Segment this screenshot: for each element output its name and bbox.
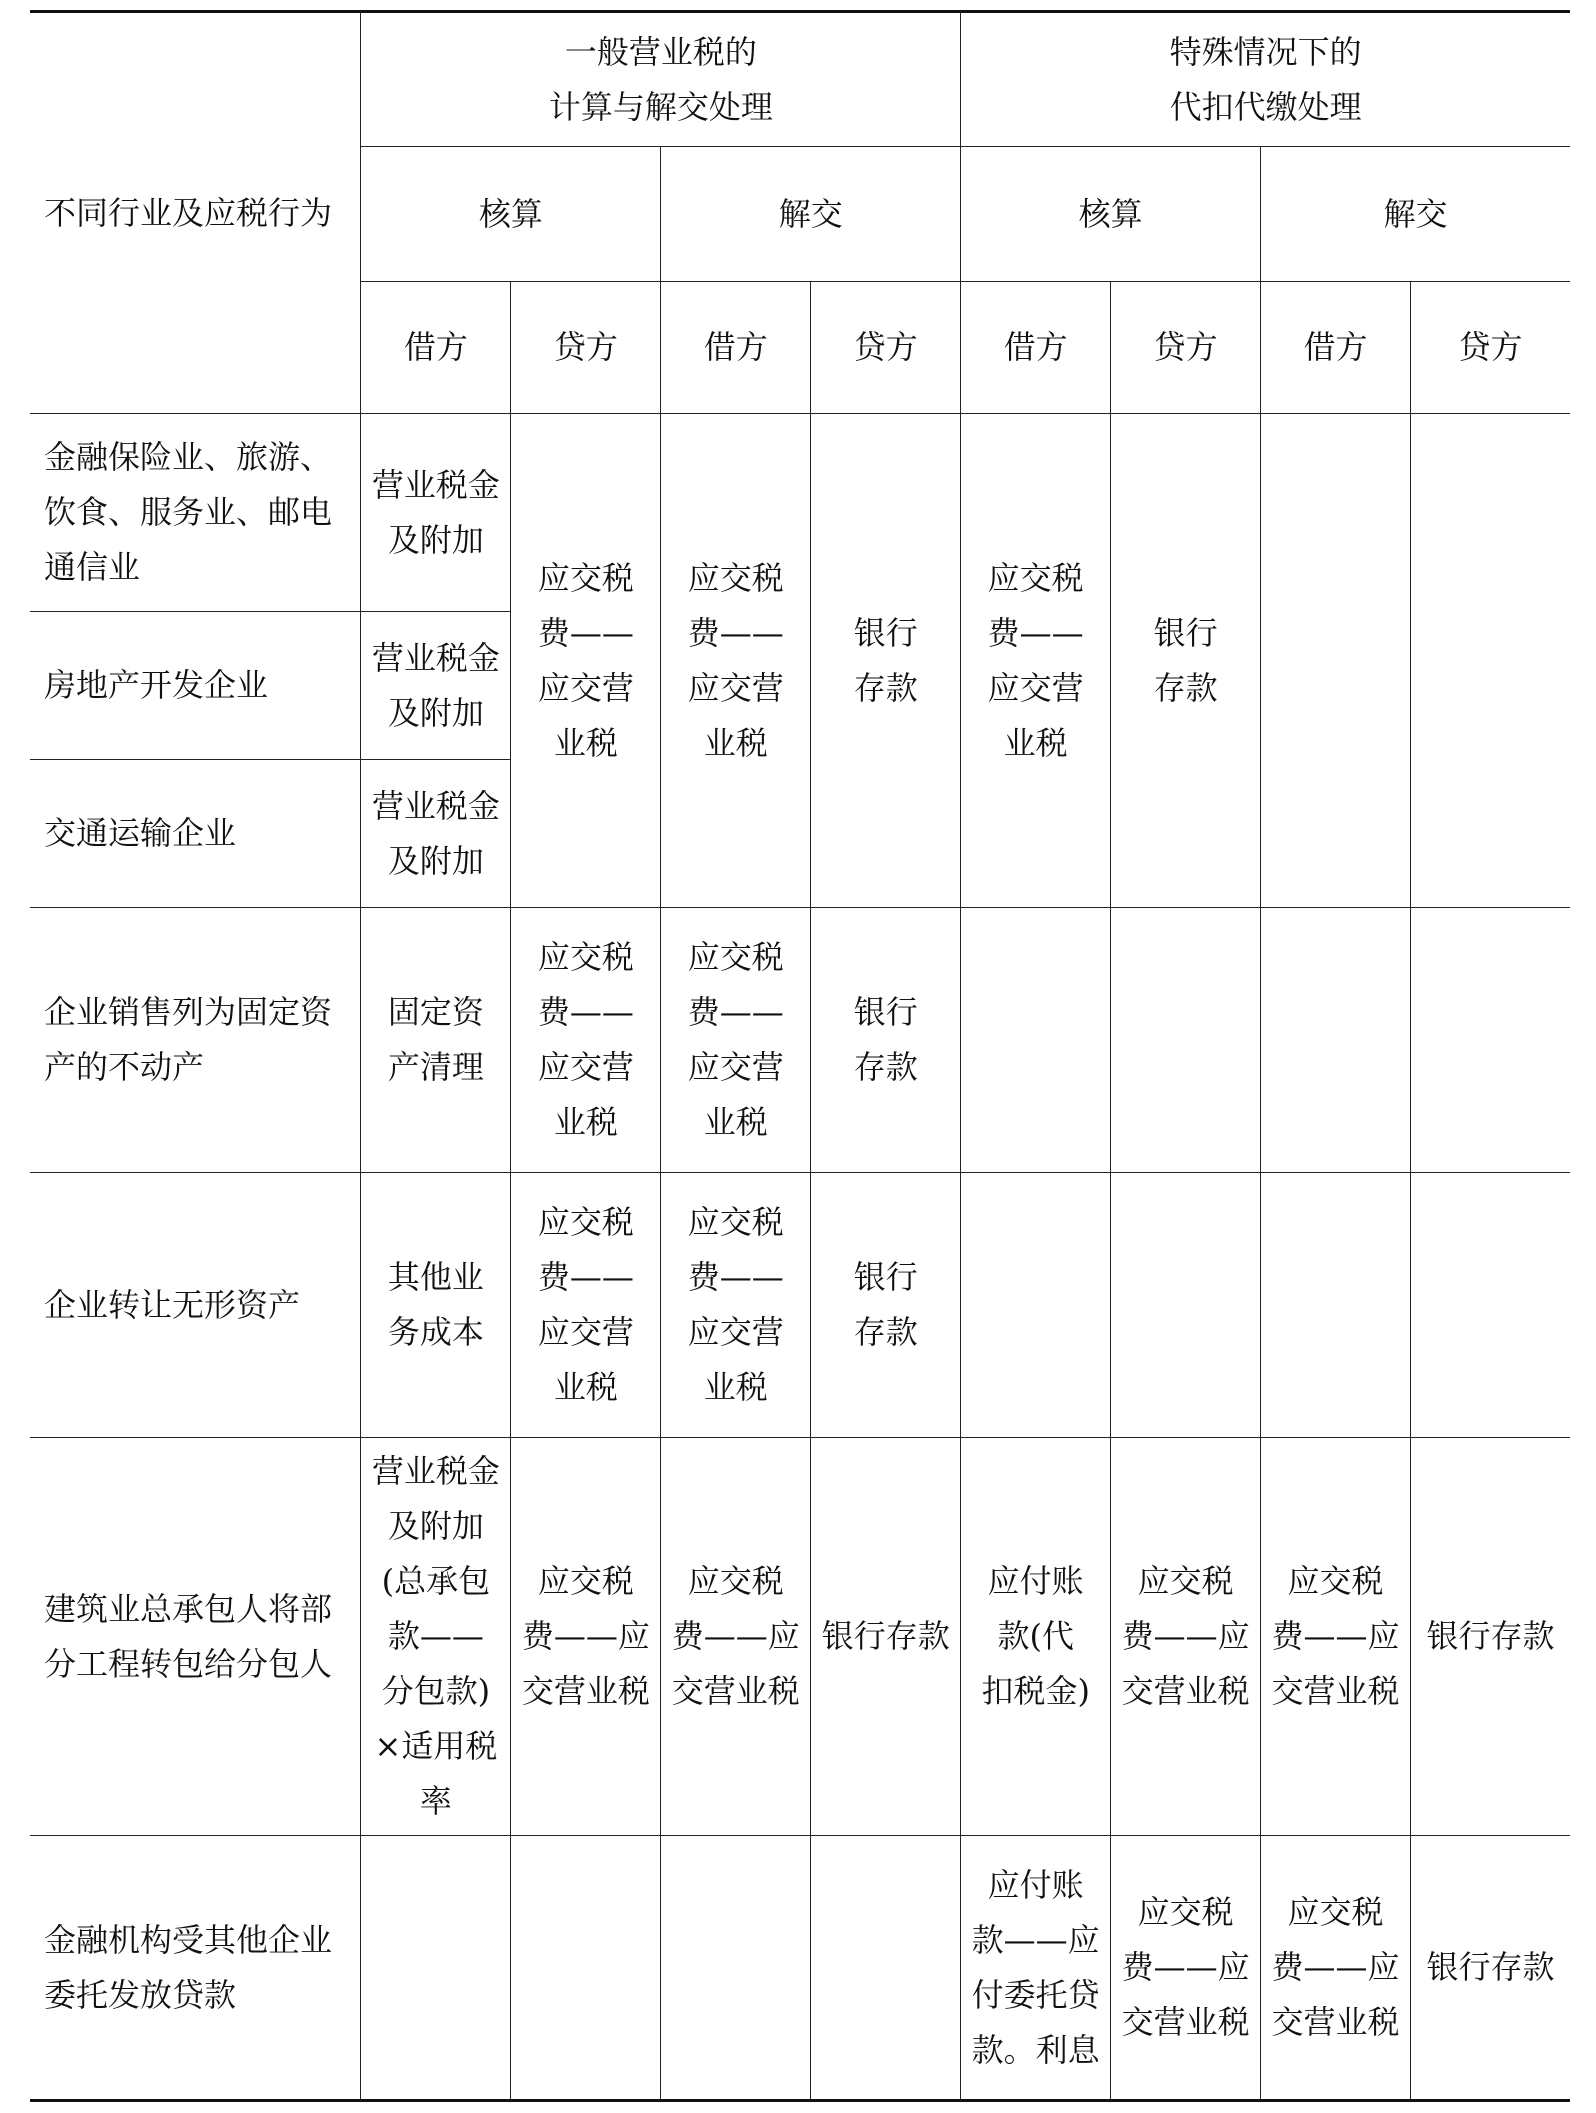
cell-special-remit-credit: 银行存款 [1411, 1836, 1570, 2101]
cell-special-accounting-debit: 应交税 费—— 应交营 业税 [961, 414, 1111, 908]
table-row [30, 908, 1570, 1173]
header-debit: 借方 [961, 282, 1111, 414]
row-label: 企业转让无形资产 [30, 1173, 361, 1438]
cell-general-remit-debit: 应交税 费—— 应交营 业税 [661, 908, 811, 1173]
cell-special-accounting-debit: 应付账 款——应 付委托贷 款。利息 [961, 1836, 1111, 2101]
cell-special-accounting-debit: 应付账 款(代 扣税金) [961, 1438, 1111, 1836]
row-label: 金融保险业、旅游、饮食、服务业、邮电通信业 [30, 414, 361, 612]
header-debit: 借方 [361, 282, 511, 414]
cell-general-accounting-debit [361, 1836, 511, 2101]
header-group-special: 特殊情况下的 代扣代缴处理 [961, 12, 1570, 147]
cell-special-accounting-credit: 应交税 费——应 交营业税 [1111, 1438, 1261, 1836]
row-label: 金融机构受其他企业委托发放贷款 [30, 1836, 361, 2101]
table-row [30, 414, 1570, 612]
cell-general-remit-debit: 应交税 费——应 交营业税 [661, 1438, 811, 1836]
header-group-general: 一般营业税的 计算与解交处理 [361, 12, 961, 147]
row-label: 房地产开发企业 [30, 612, 361, 760]
cell-special-accounting-credit [1111, 908, 1261, 1173]
cell-special-remit-debit [1261, 414, 1411, 908]
cell-general-accounting-debit: 固定资 产清理 [361, 908, 511, 1173]
table-row [30, 1836, 1570, 2101]
cell-general-accounting-credit [511, 1836, 661, 2101]
cell-special-remit-debit [1261, 908, 1411, 1173]
cell-general-remit-debit [661, 1836, 811, 2101]
cell-special-accounting-debit [961, 908, 1111, 1173]
header-general-accounting: 核算 [361, 147, 661, 282]
header-special-remit: 解交 [1261, 147, 1570, 282]
tax-treatment-table [30, 10, 1570, 2102]
cell-general-remit-credit: 银行存款 [811, 1438, 961, 1836]
header-credit: 贷方 [511, 282, 661, 414]
cell-special-accounting-credit [1111, 1173, 1261, 1438]
cell-general-remit-debit: 应交税 费—— 应交营 业税 [661, 414, 811, 908]
cell-special-remit-credit [1411, 1173, 1570, 1438]
cell-general-accounting-debit: 营业税金 及附加 [361, 612, 511, 760]
cell-general-accounting-credit: 应交税 费—— 应交营 业税 [511, 908, 661, 1173]
cell-general-accounting-debit: 营业税金 及附加 [361, 414, 511, 612]
cell-general-remit-credit [811, 1836, 961, 2101]
cell-special-accounting-debit [961, 1173, 1111, 1438]
cell-special-accounting-credit: 银行 存款 [1111, 414, 1261, 908]
header-row-label: 不同行业及应税行为 [30, 12, 361, 414]
cell-general-remit-credit: 银行 存款 [811, 908, 961, 1173]
cell-general-accounting-credit: 应交税 费—— 应交营 业税 [511, 414, 661, 908]
header-debit: 借方 [661, 282, 811, 414]
row-label: 企业销售列为固定资产的不动产 [30, 908, 361, 1173]
cell-general-remit-credit: 银行 存款 [811, 1173, 961, 1438]
cell-special-remit-debit: 应交税 费——应 交营业税 [1261, 1438, 1411, 1836]
cell-general-remit-credit: 银行 存款 [811, 414, 961, 908]
cell-special-remit-debit: 应交税 费——应 交营业税 [1261, 1836, 1411, 2101]
cell-special-remit-credit [1411, 908, 1570, 1173]
cell-general-accounting-credit: 应交税 费——应 交营业税 [511, 1438, 661, 1836]
header-debit: 借方 [1261, 282, 1411, 414]
row-label: 建筑业总承包人将部分工程转包给分包人 [30, 1438, 361, 1836]
cell-special-remit-credit: 银行存款 [1411, 1438, 1570, 1836]
cell-special-remit-credit [1411, 414, 1570, 908]
row-label: 交通运输企业 [30, 760, 361, 908]
table-row [30, 1438, 1570, 1836]
header-special-accounting: 核算 [961, 147, 1261, 282]
cell-special-remit-debit [1261, 1173, 1411, 1438]
cell-general-remit-debit: 应交税 费—— 应交营 业税 [661, 1173, 811, 1438]
header-credit: 贷方 [1111, 282, 1261, 414]
cell-general-accounting-debit: 营业税金 及附加 [361, 760, 511, 908]
header-credit: 贷方 [811, 282, 961, 414]
header-credit: 贷方 [1411, 282, 1570, 414]
cell-general-accounting-debit: 营业税金 及附加 (总承包 款—— 分包款) ×适用税 率 [361, 1438, 511, 1836]
cell-general-accounting-credit: 应交税 费—— 应交营 业税 [511, 1173, 661, 1438]
cell-general-accounting-debit: 其他业 务成本 [361, 1173, 511, 1438]
header-row-groups [30, 12, 1570, 147]
table-row [30, 1173, 1570, 1438]
header-general-remit: 解交 [661, 147, 961, 282]
cell-special-accounting-credit: 应交税 费——应 交营业税 [1111, 1836, 1261, 2101]
